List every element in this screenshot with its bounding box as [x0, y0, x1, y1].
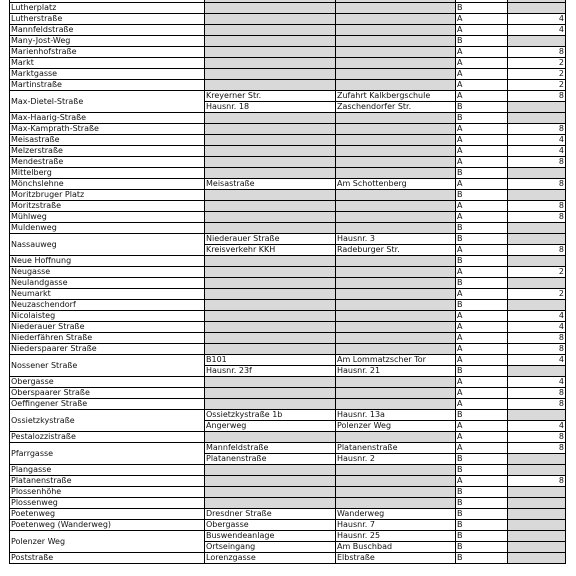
table-row: [10, 531, 566, 542]
table-row: [10, 267, 566, 278]
from-cell: [205, 399, 336, 410]
street-name-cell: Mittelberg: [10, 168, 205, 179]
zone-cell: A: [456, 333, 508, 344]
street-name-cell: Plossenhöhe: [10, 487, 205, 498]
from-cell: [205, 476, 336, 487]
zone-cell: A: [456, 212, 508, 223]
table-row: [10, 3, 566, 14]
table-row: [10, 157, 566, 168]
to-cell: [336, 465, 456, 476]
value-cell: [508, 102, 566, 113]
value-cell: [508, 410, 566, 421]
to-cell: [336, 212, 456, 223]
value-cell: [508, 223, 566, 234]
to-cell: [336, 135, 456, 146]
street-name-cell: Mönchslehne: [10, 179, 205, 190]
value-cell: 8: [508, 333, 566, 344]
street-name-cell: Marienhofstraße: [10, 47, 205, 58]
zone-cell: A: [456, 69, 508, 80]
value-cell: 8: [508, 476, 566, 487]
from-cell: [205, 267, 336, 278]
from-cell: Buswendeanlage: [205, 531, 336, 542]
value-cell: [508, 542, 566, 553]
street-name-cell: Niederspaarer Straße: [10, 344, 205, 355]
street-name-cell: Lutherplatz: [10, 3, 205, 14]
to-cell: [336, 223, 456, 234]
zone-cell: A: [456, 267, 508, 278]
from-cell: [205, 36, 336, 47]
value-cell: [508, 509, 566, 520]
street-name-cell: Plossenweg: [10, 498, 205, 509]
zone-cell: B: [456, 168, 508, 179]
from-cell: [205, 3, 336, 14]
table-row: [10, 234, 566, 245]
value-cell: [508, 454, 566, 465]
to-cell: Platanenstraße: [336, 443, 456, 454]
value-cell: 4: [508, 355, 566, 366]
street-name-cell: Neumarkt: [10, 289, 205, 300]
zone-cell: A: [456, 443, 508, 454]
street-name-cell: Oberspaarer Straße: [10, 388, 205, 399]
table-row: [10, 443, 566, 454]
from-cell: Lorenzgasse: [205, 553, 336, 564]
from-cell: Platanenstraße: [205, 454, 336, 465]
street-name-cell: Muldenweg: [10, 223, 205, 234]
table-row: [10, 344, 566, 355]
from-cell: [205, 432, 336, 443]
zone-cell: A: [456, 421, 508, 432]
zone-cell: B: [456, 113, 508, 124]
value-cell: 8: [508, 399, 566, 410]
table-row: [10, 300, 566, 311]
zone-cell: A: [456, 146, 508, 157]
street-name-cell: Poststraße: [10, 553, 205, 564]
value-cell: 2: [508, 80, 566, 91]
value-cell: 4: [508, 322, 566, 333]
value-cell: 8: [508, 157, 566, 168]
zone-cell: B: [456, 256, 508, 267]
from-cell: Kreyerner Str.: [205, 91, 336, 102]
value-cell: [508, 487, 566, 498]
to-cell: [336, 333, 456, 344]
to-cell: [336, 300, 456, 311]
street-name-cell: Oeffingener Straße: [10, 399, 205, 410]
table-row: [10, 190, 566, 201]
table-row: [10, 465, 566, 476]
from-cell: [205, 256, 336, 267]
to-cell: [336, 168, 456, 179]
street-name-cell: Plangasse: [10, 465, 205, 476]
table-row: [10, 498, 566, 509]
zone-cell: A: [456, 135, 508, 146]
table-row: [10, 432, 566, 443]
zone-cell: B: [456, 454, 508, 465]
to-cell: [336, 311, 456, 322]
value-cell: [508, 113, 566, 124]
to-cell: [336, 256, 456, 267]
value-cell: [508, 190, 566, 201]
street-name-cell: Pfarrgasse: [10, 443, 205, 465]
to-cell: [336, 25, 456, 36]
value-cell: 4: [508, 421, 566, 432]
value-cell: [508, 531, 566, 542]
from-cell: [205, 498, 336, 509]
to-cell: [336, 3, 456, 14]
zone-cell: B: [456, 3, 508, 14]
table-row: [10, 333, 566, 344]
table-row: [10, 355, 566, 366]
value-cell: [508, 36, 566, 47]
from-cell: [205, 344, 336, 355]
street-name-cell: Niederfähren Straße: [10, 333, 205, 344]
value-cell: [508, 520, 566, 531]
to-cell: [336, 80, 456, 91]
table-row: [10, 278, 566, 289]
from-cell: [205, 113, 336, 124]
street-name-cell: Max-Kamprath-Straße: [10, 124, 205, 135]
zone-cell: A: [456, 377, 508, 388]
from-cell: [205, 388, 336, 399]
zone-cell: A: [456, 388, 508, 399]
from-cell: [205, 289, 336, 300]
street-table: [9, 0, 566, 564]
to-cell: [336, 69, 456, 80]
street-name-cell: Neugasse: [10, 267, 205, 278]
from-cell: [205, 465, 336, 476]
from-cell: [205, 223, 336, 234]
zone-cell: A: [456, 58, 508, 69]
from-cell: [205, 212, 336, 223]
value-cell: 4: [508, 25, 566, 36]
value-cell: 4: [508, 135, 566, 146]
from-cell: [205, 168, 336, 179]
value-cell: 4: [508, 14, 566, 25]
street-name-cell: Pestalozzistraße: [10, 432, 205, 443]
zone-cell: B: [456, 509, 508, 520]
value-cell: 2: [508, 69, 566, 80]
value-cell: [508, 300, 566, 311]
value-cell: [508, 553, 566, 564]
table-row: [10, 388, 566, 399]
value-cell: [508, 256, 566, 267]
to-cell: [336, 113, 456, 124]
value-cell: [508, 498, 566, 509]
value-cell: [508, 465, 566, 476]
from-cell: [205, 278, 336, 289]
to-cell: Hausnr. 21: [336, 366, 456, 377]
to-cell: [336, 498, 456, 509]
street-name-cell: Polenzer Weg: [10, 531, 205, 553]
from-cell: [205, 190, 336, 201]
from-cell: [205, 58, 336, 69]
to-cell: [336, 36, 456, 47]
table-row: [10, 487, 566, 498]
value-cell: 8: [508, 344, 566, 355]
street-name-cell: Neuzaschendorf: [10, 300, 205, 311]
from-cell: Ortseingang: [205, 542, 336, 553]
from-cell: Hausnr. 23f: [205, 366, 336, 377]
from-cell: Angerweg: [205, 421, 336, 432]
to-cell: [336, 201, 456, 212]
from-cell: [205, 311, 336, 322]
zone-cell: A: [456, 344, 508, 355]
table-row: [10, 135, 566, 146]
table-row: [10, 289, 566, 300]
to-cell: [336, 190, 456, 201]
to-cell: [336, 146, 456, 157]
to-cell: Wanderweg: [336, 509, 456, 520]
from-cell: [205, 146, 336, 157]
zone-cell: A: [456, 432, 508, 443]
street-name-cell: Markt: [10, 58, 205, 69]
street-name-cell: Nossener Straße: [10, 355, 205, 377]
value-cell: 8: [508, 124, 566, 135]
zone-cell: A: [456, 47, 508, 58]
table-row: [10, 69, 566, 80]
from-cell: [205, 69, 336, 80]
zone-cell: B: [456, 520, 508, 531]
from-cell: [205, 487, 336, 498]
zone-cell: B: [456, 498, 508, 509]
street-name-cell: Marktgasse: [10, 69, 205, 80]
from-cell: B101: [205, 355, 336, 366]
street-table-body: [10, 0, 566, 564]
street-name-cell: Martinstraße: [10, 80, 205, 91]
table-row: [10, 410, 566, 421]
to-cell: Hausnr. 25: [336, 531, 456, 542]
street-name-cell: Platanenstraße: [10, 476, 205, 487]
zone-cell: B: [456, 487, 508, 498]
to-cell: Radeburger Str.: [336, 245, 456, 256]
table-row: [10, 223, 566, 234]
zone-cell: A: [456, 355, 508, 366]
to-cell: [336, 476, 456, 487]
zone-cell: A: [456, 91, 508, 102]
to-cell: [336, 267, 456, 278]
to-cell: Am Schottenberg: [336, 179, 456, 190]
to-cell: [336, 124, 456, 135]
zone-cell: B: [456, 465, 508, 476]
table-row: [10, 399, 566, 410]
from-cell: [205, 322, 336, 333]
value-cell: 2: [508, 289, 566, 300]
to-cell: Am Lommatzscher Tor: [336, 355, 456, 366]
zone-cell: B: [456, 102, 508, 113]
to-cell: [336, 487, 456, 498]
to-cell: Zufahrt Kalkbergschule: [336, 91, 456, 102]
to-cell: [336, 47, 456, 58]
from-cell: [205, 14, 336, 25]
from-cell: Kreisverkehr KKH: [205, 245, 336, 256]
street-name-cell: Many-Jost-Weg: [10, 36, 205, 47]
to-cell: Hausnr. 2: [336, 454, 456, 465]
from-cell: Dresdner Straße: [205, 509, 336, 520]
value-cell: [508, 168, 566, 179]
to-cell: Polenzer Weg: [336, 421, 456, 432]
value-cell: 8: [508, 179, 566, 190]
to-cell: [336, 289, 456, 300]
table-row: [10, 146, 566, 157]
value-cell: 8: [508, 212, 566, 223]
street-name-cell: Max-Haarig-Straße: [10, 113, 205, 124]
zone-cell: A: [456, 245, 508, 256]
table-row: [10, 311, 566, 322]
from-cell: [205, 135, 336, 146]
street-name-cell: Moritzbruger Platz: [10, 190, 205, 201]
street-name-cell: Max-Dietel-Straße: [10, 91, 205, 113]
zone-cell: A: [456, 124, 508, 135]
from-cell: [205, 377, 336, 388]
street-name-cell: Mühlweg: [10, 212, 205, 223]
zone-cell: B: [456, 542, 508, 553]
from-cell: [205, 333, 336, 344]
zone-cell: A: [456, 289, 508, 300]
table-row: [10, 80, 566, 91]
value-cell: [508, 278, 566, 289]
from-cell: [205, 124, 336, 135]
to-cell: [336, 377, 456, 388]
table-row: [10, 14, 566, 25]
table-row: [10, 36, 566, 47]
street-name-cell: Nassauweg: [10, 234, 205, 256]
to-cell: [336, 432, 456, 443]
to-cell: [336, 322, 456, 333]
zone-cell: B: [456, 531, 508, 542]
to-cell: [336, 344, 456, 355]
zone-cell: B: [456, 234, 508, 245]
to-cell: [336, 388, 456, 399]
from-cell: [205, 201, 336, 212]
to-cell: [336, 14, 456, 25]
from-cell: Mannfeldstraße: [205, 443, 336, 454]
zone-cell: B: [456, 553, 508, 564]
table-row: [10, 377, 566, 388]
zone-cell: A: [456, 201, 508, 212]
value-cell: 8: [508, 47, 566, 58]
from-cell: [205, 25, 336, 36]
table-row: [10, 256, 566, 267]
from-cell: Ossietzkystraße 1b: [205, 410, 336, 421]
table-row: [10, 25, 566, 36]
to-cell: [336, 399, 456, 410]
value-cell: [508, 234, 566, 245]
value-cell: 8: [508, 91, 566, 102]
table-row: [10, 553, 566, 564]
zone-cell: A: [456, 322, 508, 333]
table-row: [10, 58, 566, 69]
table-row: [10, 47, 566, 58]
table-row: [10, 509, 566, 520]
street-name-cell: Obergasse: [10, 377, 205, 388]
to-cell: [336, 58, 456, 69]
to-cell: Zaschendorfer Str.: [336, 102, 456, 113]
value-cell: 8: [508, 388, 566, 399]
zone-cell: A: [456, 25, 508, 36]
street-name-cell: Poetenweg (Wanderweg): [10, 520, 205, 531]
street-name-cell: Meisastraße: [10, 135, 205, 146]
zone-cell: A: [456, 399, 508, 410]
table-row: [10, 322, 566, 333]
table-row: [10, 124, 566, 135]
from-cell: Niederauer Straße: [205, 234, 336, 245]
zone-cell: B: [456, 190, 508, 201]
from-cell: Meisastraße: [205, 179, 336, 190]
from-cell: Obergasse: [205, 520, 336, 531]
street-name-cell: Moritzstraße: [10, 201, 205, 212]
zone-cell: B: [456, 223, 508, 234]
table-row: [10, 201, 566, 212]
table-row: [10, 113, 566, 124]
to-cell: [336, 157, 456, 168]
to-cell: Hausnr. 3: [336, 234, 456, 245]
to-cell: Elbstraße: [336, 553, 456, 564]
value-cell: 8: [508, 245, 566, 256]
value-cell: 8: [508, 432, 566, 443]
street-name-cell: Mendestraße: [10, 157, 205, 168]
zone-cell: A: [456, 80, 508, 91]
zone-cell: A: [456, 476, 508, 487]
zone-cell: B: [456, 300, 508, 311]
to-cell: [336, 278, 456, 289]
street-name-cell: Mannfeldstraße: [10, 25, 205, 36]
zone-cell: B: [456, 36, 508, 47]
value-cell: 8: [508, 443, 566, 454]
value-cell: 2: [508, 267, 566, 278]
zone-cell: A: [456, 14, 508, 25]
zone-cell: A: [456, 179, 508, 190]
value-cell: 4: [508, 377, 566, 388]
table-row: [10, 212, 566, 223]
street-name-cell: Neue Hoffnung: [10, 256, 205, 267]
zone-cell: A: [456, 157, 508, 168]
value-cell: 4: [508, 311, 566, 322]
table-row: [10, 520, 566, 531]
value-cell: [508, 366, 566, 377]
zone-cell: B: [456, 278, 508, 289]
table-row: [10, 168, 566, 179]
to-cell: Am Buschbad: [336, 542, 456, 553]
from-cell: [205, 47, 336, 58]
table-row: [10, 91, 566, 102]
value-cell: 2: [508, 58, 566, 69]
to-cell: Hausnr. 13a: [336, 410, 456, 421]
street-name-cell: Niederauer Straße: [10, 322, 205, 333]
from-cell: [205, 300, 336, 311]
from-cell: [205, 80, 336, 91]
street-name-cell: Melzerstraße: [10, 146, 205, 157]
table-row: [10, 179, 566, 190]
zone-cell: B: [456, 366, 508, 377]
from-cell: Hausnr. 18: [205, 102, 336, 113]
table-row: [10, 476, 566, 487]
value-cell: 8: [508, 201, 566, 212]
value-cell: [508, 3, 566, 14]
street-name-cell: Nicolaisteg: [10, 311, 205, 322]
street-name-cell: Neulandgasse: [10, 278, 205, 289]
zone-cell: A: [456, 311, 508, 322]
value-cell: 4: [508, 146, 566, 157]
zone-cell: B: [456, 410, 508, 421]
street-name-cell: Poetenweg: [10, 509, 205, 520]
to-cell: Hausnr. 7: [336, 520, 456, 531]
street-name-cell: Ossietzkystraße: [10, 410, 205, 432]
from-cell: [205, 157, 336, 168]
street-name-cell: Lutherstraße: [10, 14, 205, 25]
